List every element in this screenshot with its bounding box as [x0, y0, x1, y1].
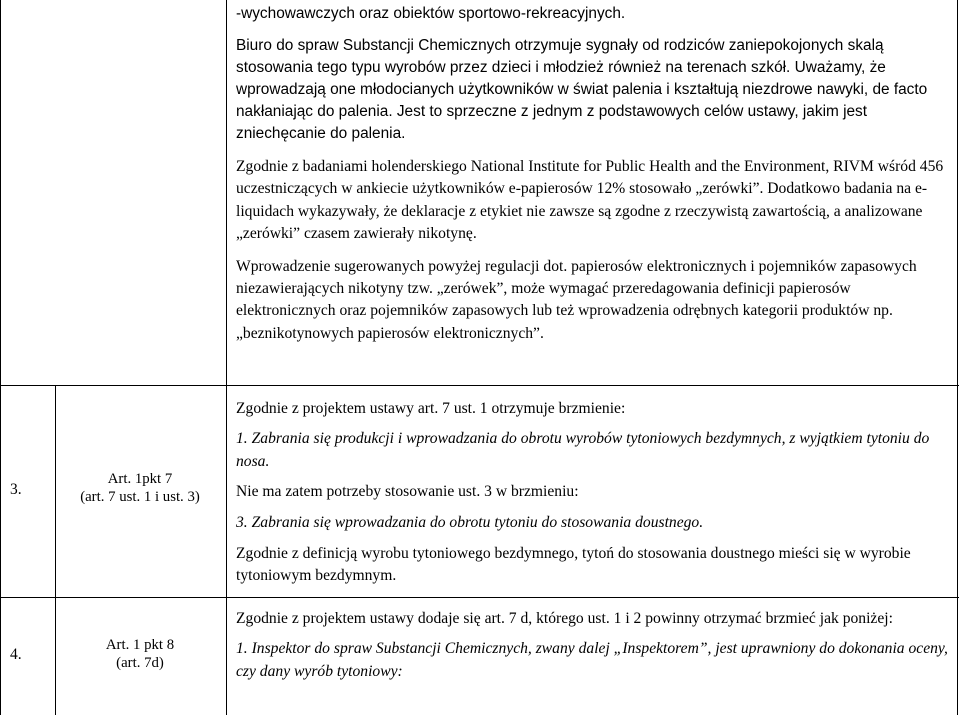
paragraph: Zgodnie z projektem ustawy art. 7 ust. 1 otrzymuje brzmienie:	[236, 400, 626, 417]
article-line: (art. 7d)	[116, 655, 164, 671]
table-border-left	[0, 0, 1, 715]
article-line: (art. 7 ust. 1 i ust. 3)	[80, 489, 200, 505]
row-1-content	[236, 3, 952, 345]
row-divider-1	[0, 385, 959, 386]
column-divider-2	[226, 0, 227, 715]
row-3-content	[236, 398, 952, 588]
paragraph: -wychowawczych oraz obiektów sportowo-rekreacyjnych.	[236, 5, 626, 22]
article-reference	[60, 470, 220, 506]
paragraph: Biuro do spraw Substancji Chemicznych otrzymuje sygnały od rodziców zaniepokojonych skalą stosowania tego typu wyrobów przez dzieci i młodzież również na terenach szkół. Uważamy, że wprowadzają one młodocianych użytkowników w świat palenia i kształtują niezdrowe nawyki, de facto nakłaniając do palenia. Jest to sprzeczne z jednym z podstawowych celów ustawy, jakim jest zniechęcanie do palenia.	[236, 37, 928, 142]
paragraph: Zgodnie z projektem ustawy dodaje się art. 7 d, którego ust. 1 i 2 powinny otrzymać brzmieć jak poniżej:	[236, 610, 893, 627]
quoted-provision: 1. Zabrania się produkcji i wprowadzania do obrotu wyrobów tytoniowych bezdymnych, z wyjątkiem tytoniu do nosa.	[236, 430, 930, 470]
quoted-provision: 1. Inspektor do spraw Substancji Chemicznych, zwany dalej „Inspektorem”, jest uprawniony do dokonania oceny, czy dany wyrób tytoniowy:	[236, 640, 948, 680]
row-number: 3.	[10, 481, 22, 498]
paragraph: Nie ma zatem potrzeby stosowanie ust. 3 w brzmieniu:	[236, 483, 579, 501]
article-line: Art. 1pkt 7	[107, 471, 173, 487]
table-border-right	[957, 0, 958, 715]
row-divider-2	[0, 597, 959, 598]
column-divider-1	[55, 385, 56, 715]
paragraph: Zgodnie z definicją wyrobu tytoniowego bezdymnego, tytoń do stosowania doustnego mieści się w wyrobie tytoniowym bezdymnym.	[236, 545, 911, 585]
article-reference	[60, 636, 220, 672]
quoted-provision: 3. Zabrania się wprowadzania do obrotu tytoniu do stosowania doustnego.	[236, 513, 704, 531]
row-number: 4.	[10, 646, 22, 663]
paragraph: Zgodnie z badaniami holenderskiego National Institute for Public Health and the Environment, RIVM wśród 456 uczestniczących w ankiecie użytkowników e-papierosów 12% stosowało „zerówki”. Dodatkowo badania na e-liquidach wykazywały, że deklaracje z etykiet nie zawsze są zgodne z rzeczywistą zawartością, a analizowane „zerówki” czasem zawierały nikotynę.	[236, 158, 944, 243]
row-4-content	[236, 608, 952, 683]
article-line: Art. 1 pkt 8	[105, 637, 175, 653]
paragraph: Wprowadzenie sugerowanych powyżej regulacji dot. papierosów elektronicznych i pojemników zapasowych niezawierających nikotyny tzw. „zerówek”, może wymagać przeredagowania definicji papierosów elektronicznych oraz pojemników zapasowych lub też wprowadzenia odrębnych kategorii produktów np. „beznikotynowych papierosów elektronicznych”.	[236, 257, 917, 342]
